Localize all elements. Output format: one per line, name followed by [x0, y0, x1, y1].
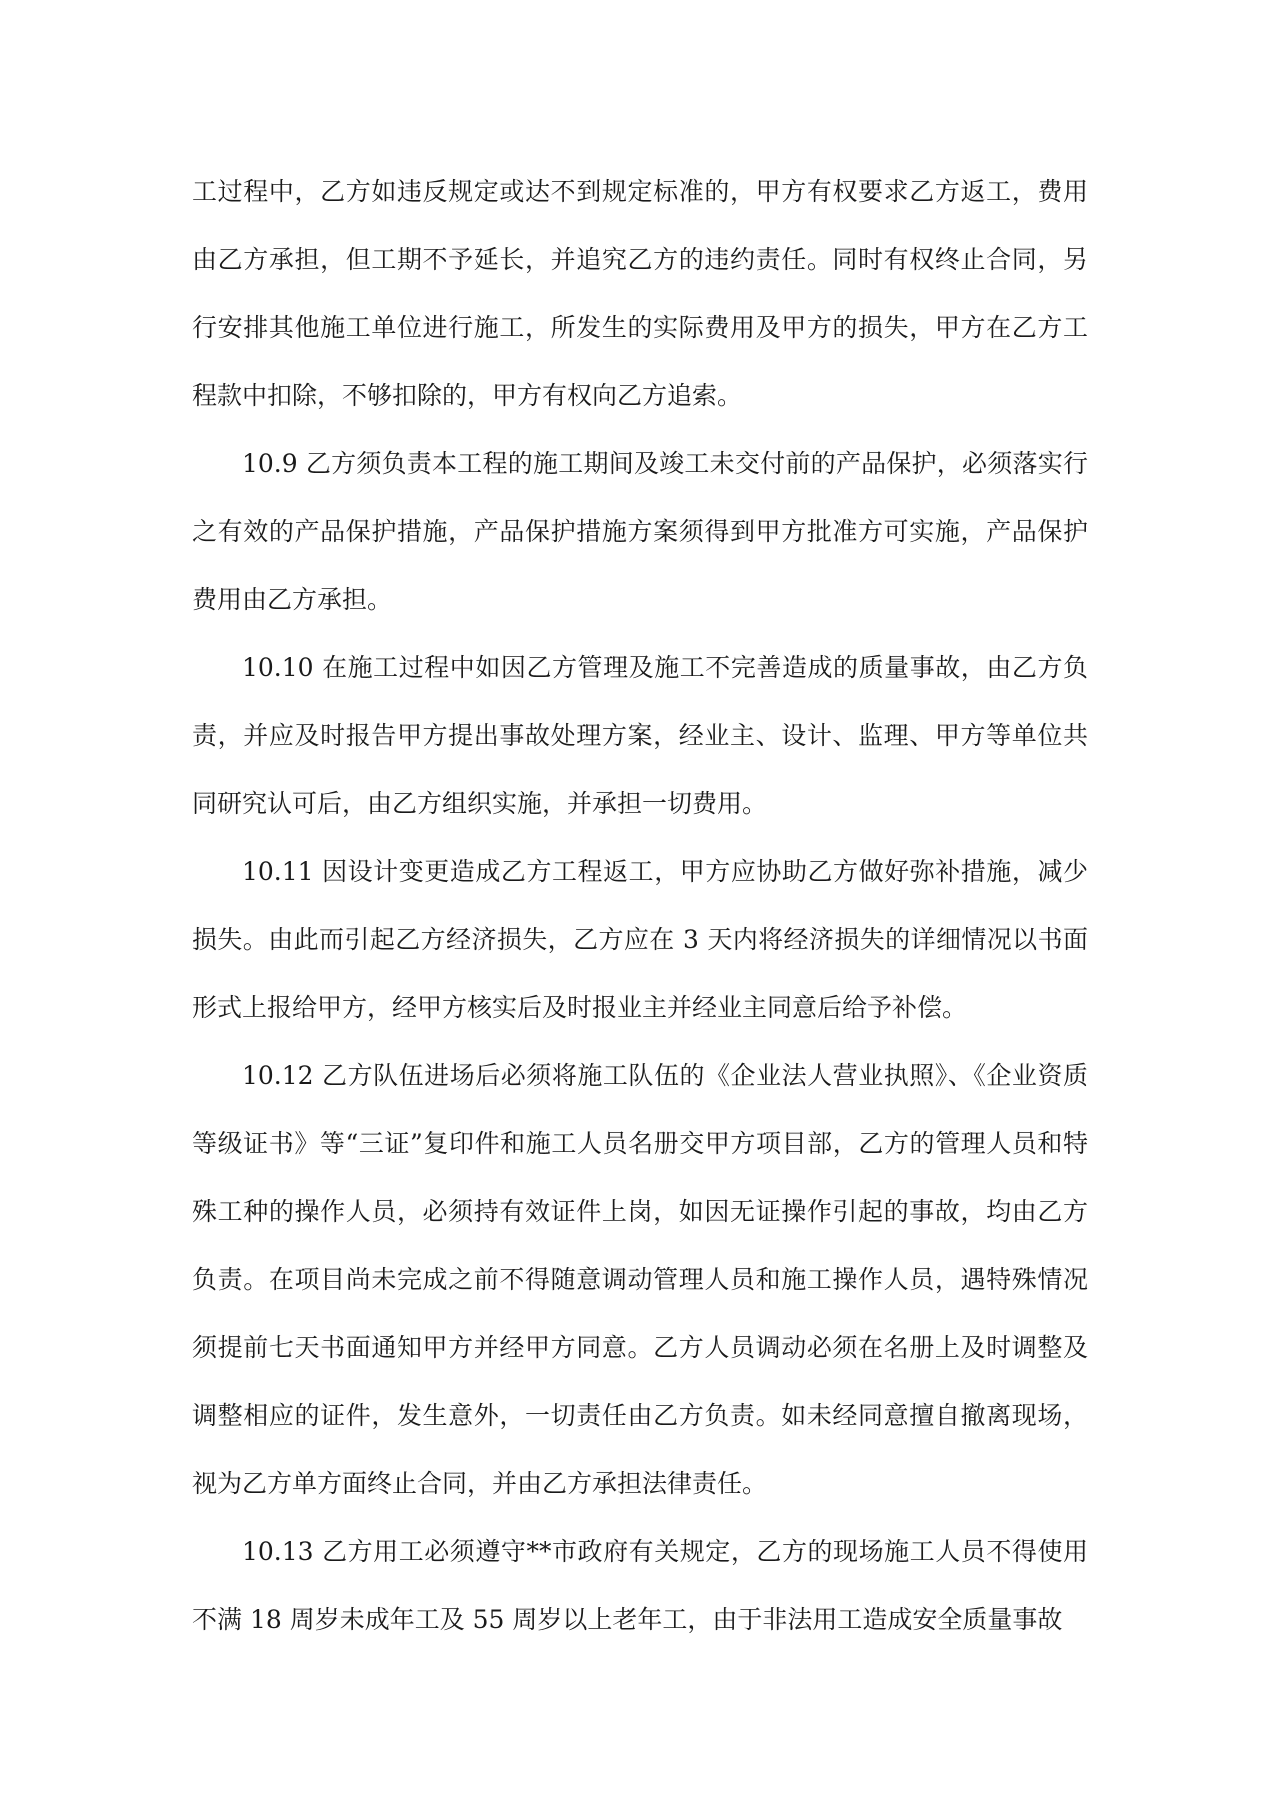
- document-page: [192, 158, 1088, 1654]
- paragraph-clause-10-9: 10.9 乙方须负责本工程的施工期间及竣工未交付前的产品保护，必须落实行之有效的产品保护措施，产品保护措施方案须得到甲方批准方可实施，产品保护费用由乙方承担。: [192, 449, 1088, 614]
- paragraph-construction-rework: 工过程中，乙方如违反规定或达不到规定标准的，甲方有权要求乙方返工，费用由乙方承担，但工期不予延长，并追究乙方的违约责任。同时有权终止合同，另行安排其他施工单位进行施工，所发生的实际费用及甲方的损失，甲方在乙方工程款中扣除，不够扣除的，甲方有权向乙方追索。: [192, 177, 1088, 410]
- paragraph-clause-10-13: 10.13 乙方用工必须遵守**市政府有关规定，乙方的现场施工人员不得使用不满 18 周岁未成年工及 55 周岁以上老年工，由于非法用工造成安全质量事故: [192, 1537, 1088, 1634]
- paragraph-clause-10-12: 10.12 乙方队伍进场后必须将施工队伍的《企业法人营业执照》、《企业资质等级证书》等“三证”复印件和施工人员名册交甲方项目部，乙方的管理人员和特殊工种的操作人员，必须持有效证件上岗，如因无证操作引起的事故，均由乙方负责。在项目尚未完成之前不得随意调动管理人员和施工操作人员，遇特殊情况须提前七天书面通知甲方并经甲方同意。乙方人员调动必须在名册上及时调整及调整相应的证件，发生意外，一切责任由乙方负责。如未经同意擅自撤离现场，视为乙方单方面终止合同，并由乙方承担法律责任。: [192, 1061, 1088, 1498]
- paragraph-clause-10-10: 10.10 在施工过程中如因乙方管理及施工不完善造成的质量事故，由乙方负责，并应及时报告甲方提出事故处理方案，经业主、设计、监理、甲方等单位共同研究认可后，由乙方组织实施，并承担一切费用。: [192, 653, 1088, 818]
- paragraph-clause-10-11: 10.11 因设计变更造成乙方工程返工，甲方应协助乙方做好弥补措施，减少损失。由此而引起乙方经济损失，乙方应在 3 天内将经济损失的详细情况以书面形式上报给甲方，经甲方核实后及时报业主并经业主同意后给予补偿。: [192, 857, 1088, 1022]
